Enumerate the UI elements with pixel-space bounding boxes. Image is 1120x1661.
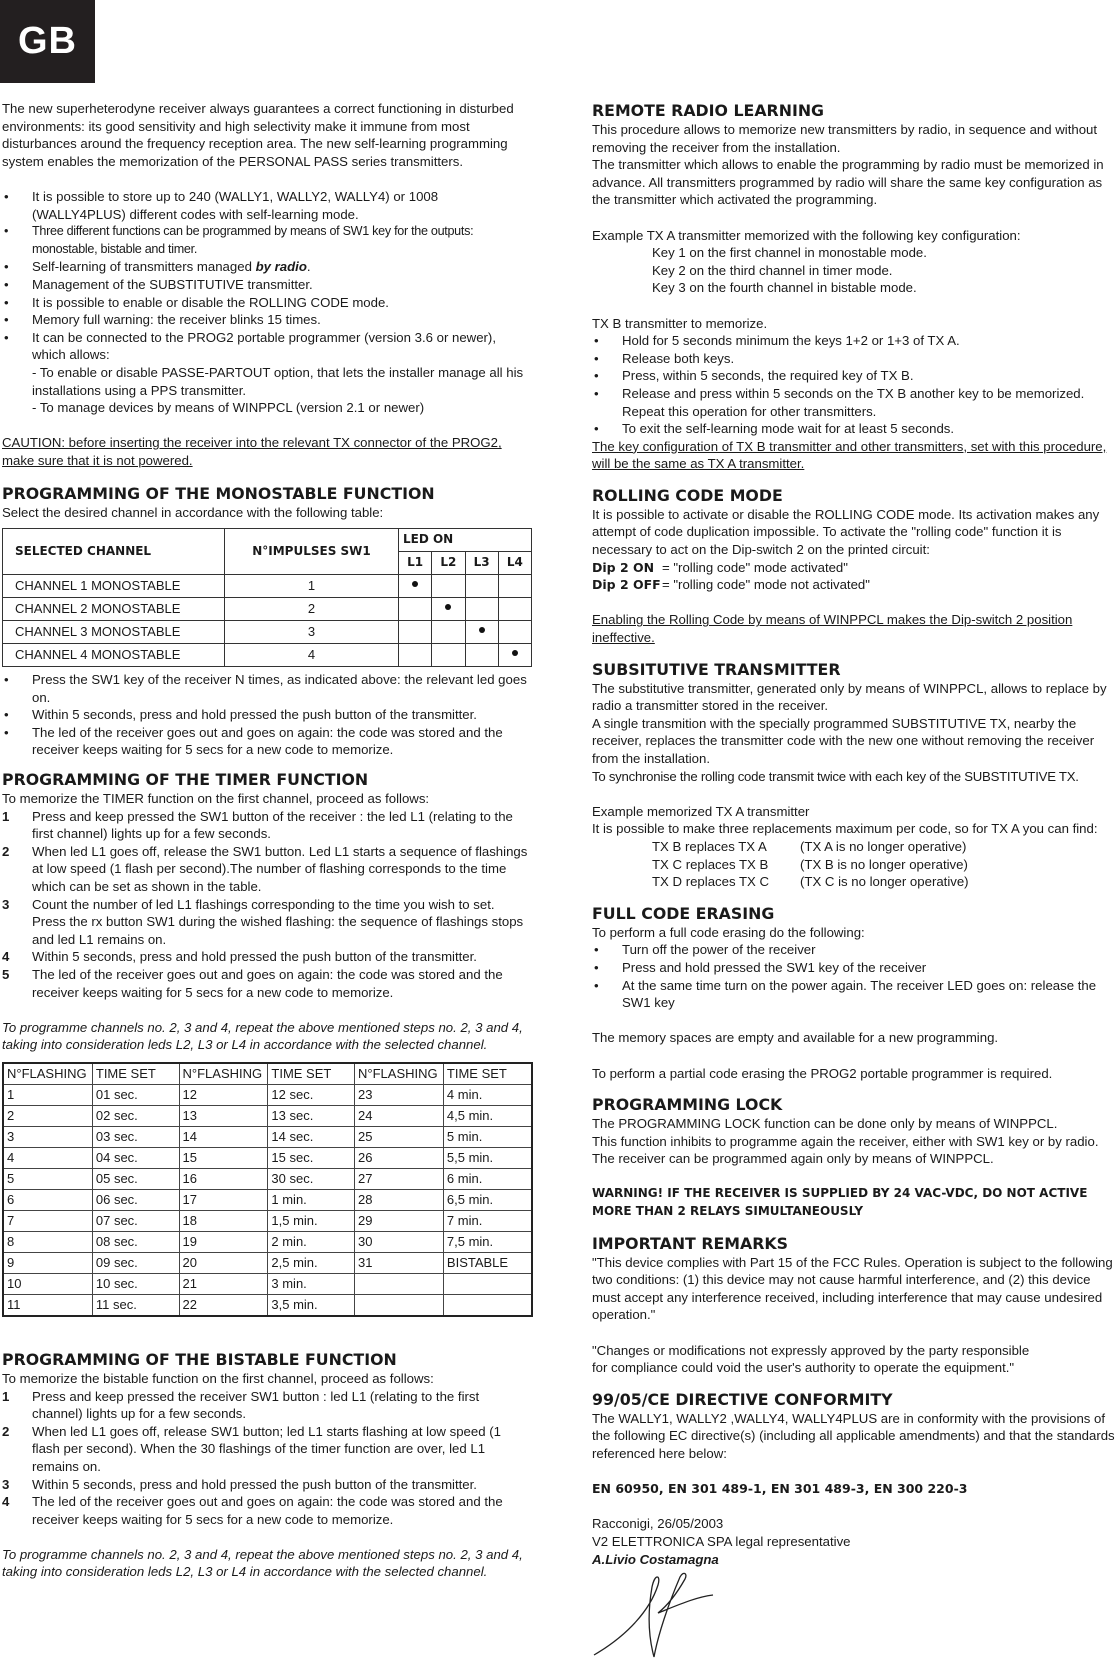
led-header: L3 — [465, 552, 498, 575]
list-item: • To exit the self-learning mode wait for at least 5 seconds. — [592, 420, 1120, 438]
key-config-line: Key 1 on the first channel in monostable mode. — [652, 245, 927, 261]
table-cell: 22 — [179, 1294, 268, 1316]
paragraph: "This device complies with Part 15 of the FCC Rules. Operation is subject to the following two conditions: (1) this device may not cause harmful interference, and (2) this device must accept any interference received, including interference that may cause undesired operation." — [592, 1254, 1113, 1323]
table-cell: 7 min. — [443, 1210, 532, 1231]
column-header: N°FLASHING — [179, 1063, 268, 1085]
table-row — [3, 598, 532, 621]
timer-note: To programme channels no. 2, 3 and 4, repeat the above mentioned steps no. 2, 3 and 4, taking into consideration leds L2, L3 or L4 in accordance with the selected channel. — [2, 1019, 523, 1053]
led-cell — [399, 621, 432, 644]
table-cell: 25 — [355, 1126, 444, 1147]
table-cell: 20 — [179, 1252, 268, 1273]
table-cell: 15 sec. — [268, 1147, 355, 1168]
by-radio-emphasis: by radio — [255, 259, 307, 275]
led-on-dot — [412, 581, 418, 587]
table-cell: 05 sec. — [92, 1168, 179, 1189]
table-cell: 30 — [355, 1231, 444, 1252]
timer-heading: PROGRAMMING OF THE TIMER FUNCTION — [2, 770, 369, 790]
table-cell: 19 — [179, 1231, 268, 1252]
table-cell — [443, 1294, 532, 1316]
table-row — [3, 1126, 532, 1147]
intro-paragraph: The new superheterodyne receiver always guarantees a correct functioning in disturbed environments: its good sensitivity and high selectivity make it immune from most disturbances around the frequency reception area. The new self-learning programming system enables the memorization of the PERSONAL PASS series transmitters. — [2, 101, 514, 169]
column-header: TIME SET — [268, 1063, 355, 1085]
paragraph: The substitutive transmitter, generated only by means of WINPPCL, allows to replace by radio a transmitter stored in the receiver. — [592, 680, 1107, 714]
bistable-steps — [2, 1388, 530, 1529]
monostable-intro: Select the desired channel in accordance with the following table: — [2, 505, 384, 521]
table-cell: BISTABLE — [443, 1252, 532, 1273]
table-cell: 10 sec. — [92, 1273, 179, 1294]
table-cell: 16 — [179, 1168, 268, 1189]
radio-note: The key configuration of TX B transmitter and other transmitters, set with this procedure, will be the same as TX A transmitter. — [592, 438, 1107, 472]
table-cell: 8 — [3, 1231, 92, 1252]
led-cell — [399, 598, 432, 621]
led-cell — [465, 575, 498, 598]
rolling-note: Enabling the Rolling Code by means of WINPPCL makes the Dip-switch 2 position ineffective. — [592, 612, 1073, 646]
led-cell — [498, 644, 531, 667]
paragraph: This function inhibits to programme again the receiver, either with SW1 key or by radio. The receiver can be programmed again only by means of WINPPCL. — [592, 1133, 1099, 1167]
column-header: N°FLASHING — [3, 1063, 92, 1085]
paragraph: The memory spaces are empty and available for a new programming. — [592, 1030, 999, 1046]
list-item: 4 Within 5 seconds, press and hold pressed the push button of the transmitter. — [2, 949, 477, 965]
table-cell: 3,5 min. — [268, 1294, 355, 1316]
timer-intro: To memorize the TIMER function on the first channel, proceed as follows: — [2, 791, 430, 807]
column-header: N°IMPULSES SW1 — [225, 529, 399, 575]
list-item: • Release both keys. — [592, 350, 1120, 368]
paragraph: The PROGRAMMING LOCK function can be done only by means of WINPPCL. — [592, 1116, 1058, 1132]
impulses-cell: 2 — [225, 598, 399, 621]
column-header: N°FLASHING — [355, 1063, 444, 1085]
list-item: • Management of the SUBSTITUTIVE transmitter. — [2, 276, 530, 294]
table-cell: 24 — [355, 1105, 444, 1126]
table-cell: 6,5 min. — [443, 1189, 532, 1210]
table-cell: 11 — [3, 1294, 92, 1316]
table-cell: 15 — [179, 1147, 268, 1168]
paragraph: A single transmition with the specially programmed SUBSTITUTIVE TX, nearby the receiver, replaces the transmitter code with the new one without removing the receiver from the installation. — [592, 715, 1095, 766]
table-cell: 2 — [3, 1105, 92, 1126]
led-header: L2 — [432, 552, 465, 575]
channel-cell: CHANNEL 1 MONOSTABLE — [3, 575, 225, 598]
table-cell: 4,5 min. — [443, 1105, 532, 1126]
list-item: 3 Within 5 seconds, press and hold pressed the push button of the transmitter. — [2, 1476, 477, 1492]
replacement-row: TX B replaces TX A (TX A is no longer operative) — [652, 838, 967, 854]
table-cell: 23 — [355, 1084, 444, 1105]
table-cell: 5 min. — [443, 1126, 532, 1147]
monostable-steps — [2, 671, 530, 759]
radio-steps — [592, 332, 1120, 438]
prog2-sub-item: - To enable or disable PASSE-PARTOUT option, that lets the installer manage all his installations using a PPS transmitter. — [32, 364, 524, 398]
list-item: • Press the SW1 key of the receiver N times, as indicated above: the relevant led goes on. — [2, 671, 530, 706]
list-item: 1 Press and keep pressed the SW1 button of the receiver : the led L1 (relating to the first channel) lights up for a few seconds. — [2, 808, 513, 842]
list-item: • Turn off the power of the receiver — [592, 941, 1120, 959]
table-row — [3, 1084, 532, 1105]
table-cell: 3 min. — [268, 1273, 355, 1294]
paragraph: "Changes or modifications not expressly approved by the party responsible — [592, 1342, 1030, 1358]
impulses-cell: 1 — [225, 575, 399, 598]
rolling-code-heading: ROLLING CODE MODE — [592, 485, 783, 505]
led-cell — [498, 575, 531, 598]
company-line: V2 ELETTRONICA SPA legal representative — [592, 1533, 851, 1549]
table-cell: 17 — [179, 1189, 268, 1210]
table-cell: 03 sec. — [92, 1126, 179, 1147]
prog2-sub-item: - To manage devices by means of WINPPCL (version 2.1 or newer) — [32, 400, 425, 416]
language-badge: GB — [0, 0, 95, 83]
list-item: • Three different functions can be programmed by means of SW1 key for the outputs: monostable, bistable and timer. — [2, 223, 530, 258]
table-cell: 09 sec. — [92, 1252, 179, 1273]
table-cell: 5,5 min. — [443, 1147, 532, 1168]
table-row — [3, 1105, 532, 1126]
standards-list: EN 60950, EN 301 489-1, EN 301 489-3, EN 300 220-3 — [592, 1481, 968, 1497]
channel-cell: CHANNEL 4 MONOSTABLE — [3, 644, 225, 667]
signature-scribble — [588, 1565, 718, 1660]
bistable-intro: To memorize the bistable function on the first channel, proceed as follows: — [2, 1370, 434, 1386]
list-item: 1 Press and keep pressed the receiver SW1 button : led L1 (relating to the first channel) lights up for a few seconds. — [2, 1388, 480, 1422]
table-cell: 2,5 min. — [268, 1252, 355, 1273]
led-cell — [465, 644, 498, 667]
table-cell: 21 — [179, 1273, 268, 1294]
table-cell — [355, 1273, 444, 1294]
monostable-table — [2, 528, 532, 667]
replacement-row: TX D replaces TX C (TX C is no longer operative) — [652, 874, 969, 890]
list-item: • The led of the receiver goes out and goes on again: the code was stored and the receiver keeps waiting for 5 secs for a new code to memorize. — [2, 724, 530, 759]
led-cell — [432, 575, 465, 598]
led-cell — [432, 644, 465, 667]
table-cell: 3 — [3, 1126, 92, 1147]
table-row — [3, 1168, 532, 1189]
paragraph: To perform a partial code erasing the PROG2 portable programmer is required. — [592, 1065, 1053, 1081]
timer-table — [2, 1062, 533, 1317]
list-item: • At the same time turn on the power again. The receiver LED goes on: release the SW1 key — [592, 977, 1120, 1012]
impulses-cell: 3 — [225, 621, 399, 644]
table-cell: 5 — [3, 1168, 92, 1189]
list-item: • Hold for 5 seconds minimum the keys 1+2 or 1+3 of TX A. — [592, 332, 1120, 350]
column-header: LED ON — [399, 529, 532, 552]
table-row — [3, 575, 532, 598]
table-cell: 12 sec. — [268, 1084, 355, 1105]
list-item: • Press and hold pressed the SW1 key of the receiver — [592, 959, 1120, 977]
list-item: • It is possible to enable or disable the ROLLING CODE mode. — [2, 294, 530, 312]
table-cell: 08 sec. — [92, 1231, 179, 1252]
erasing-steps — [592, 941, 1120, 1011]
channel-cell: CHANNEL 3 MONOSTABLE — [3, 621, 225, 644]
bistable-heading: PROGRAMMING OF THE BISTABLE FUNCTION — [2, 1349, 397, 1369]
led-header: L1 — [399, 552, 432, 575]
table-cell: 18 — [179, 1210, 268, 1231]
feature-list — [2, 188, 530, 417]
erasing-heading: FULL CODE ERASING — [592, 903, 775, 923]
table-cell: 30 sec. — [268, 1168, 355, 1189]
led-cell — [465, 598, 498, 621]
table-cell: 14 sec. — [268, 1126, 355, 1147]
led-on-dot — [445, 604, 451, 610]
paragraph: for compliance could void the user's authority to operate the equipment." — [592, 1360, 1015, 1376]
table-cell: 13 — [179, 1105, 268, 1126]
table-cell: 31 — [355, 1252, 444, 1273]
list-item: • It can be connected to the PROG2 portable programmer (version 3.6 or newer), which allows: - To enable or disable PASSE-PARTOUT option, that lets the installer manage all his installations using a PPS transmitter. - To manage devices by means of WINPPCL (version 2.1 or newer) — [2, 329, 530, 417]
key-config-line: Key 3 on the fourth channel in bistable mode. — [652, 280, 917, 296]
ce-conformity-heading: 99/05/CE DIRECTIVE CONFORMITY — [592, 1389, 893, 1409]
column-header: TIME SET — [92, 1063, 179, 1085]
table-row — [3, 1231, 532, 1252]
list-item: 2 When led L1 goes off, release the SW1 button. Led L1 starts a sequence of flashings at low speed (1 flash per second).The number of flashing corresponds to the time which can be set as shown in the table. — [2, 843, 528, 894]
table-cell: 13 sec. — [268, 1105, 355, 1126]
table-cell: 27 — [355, 1168, 444, 1189]
table-cell: 1 — [3, 1084, 92, 1105]
table-row — [3, 644, 532, 667]
channel-cell: CHANNEL 2 MONOSTABLE — [3, 598, 225, 621]
left-column — [2, 100, 530, 1581]
table-cell: 04 sec. — [92, 1147, 179, 1168]
radio-learning-heading: REMOTE RADIO LEARNING — [592, 101, 825, 120]
impulses-cell: 4 — [225, 644, 399, 667]
table-cell: 4 — [3, 1147, 92, 1168]
table-cell: 7 — [3, 1210, 92, 1231]
led-cell — [498, 621, 531, 644]
paragraph: To synchronise the rolling code transmit twice with each key of the SUBSTITUTIVE TX. — [592, 768, 1079, 784]
table-cell: 11 sec. — [92, 1294, 179, 1316]
table-cell: 7,5 min. — [443, 1231, 532, 1252]
paragraph: The WALLY1, WALLY2 ,WALLY4, WALLY4PLUS are in conformity with the provisions of the following EC directive(s) (including all applicable amendments) and that the standards referenced here below: — [592, 1410, 1115, 1461]
led-header: L4 — [498, 552, 531, 575]
substitutive-heading: SUBSITUTIVE TRANSMITTER — [592, 659, 841, 679]
table-row — [3, 1210, 532, 1231]
caution-note: CAUTION: before inserting the receiver into the relevant TX connector of the PROG2, make sure that it is not powered. — [2, 435, 502, 468]
table-row — [3, 1147, 532, 1168]
paragraph: The transmitter which allows to enable the programming by radio must be memorized in advance. All transmitters programmed by radio will share the same key configuration as the transmitter which activated the programming. — [592, 157, 1104, 208]
paragraph: It is possible to make three replacements maximum per code, so for TX A you can find: — [592, 821, 1098, 837]
signer-name: A.Livio Costamagna — [592, 1551, 719, 1567]
place-date: Racconigi, 26/05/2003 — [592, 1516, 724, 1532]
paragraph: This procedure allows to memorize new transmitters by radio, in sequence and without removing the receiver from the installation. — [592, 122, 1098, 155]
table-row — [3, 621, 532, 644]
column-header: SELECTED CHANNEL — [3, 529, 225, 575]
table-cell: 6 min. — [443, 1168, 532, 1189]
key-config-line: Key 2 on the third channel in timer mode. — [652, 262, 893, 278]
list-item: 4 The led of the receiver goes out and goes on again: the code was stored and the receiver keeps waiting for 5 secs for a new code to memorize. — [2, 1494, 503, 1527]
table-cell: 06 sec. — [92, 1189, 179, 1210]
led-cell — [465, 621, 498, 644]
table-row — [3, 1294, 532, 1316]
list-item: • Press, within 5 seconds, the required key of TX B. — [592, 367, 1120, 385]
timer-steps — [2, 808, 530, 1002]
table-cell: 02 sec. — [92, 1105, 179, 1126]
list-item: • Within 5 seconds, press and hold pressed the push button of the transmitter. — [2, 706, 530, 724]
led-cell — [498, 598, 531, 621]
table-cell: 2 min. — [268, 1231, 355, 1252]
table-cell: 4 min. — [443, 1084, 532, 1105]
table-cell: 6 — [3, 1189, 92, 1210]
list-item: • It is possible to store up to 240 (WALLY1, WALLY2, WALLY4) or 1008 (WALLY4PLUS) different codes with self-learning mode. — [2, 188, 530, 223]
led-on-dot — [512, 650, 518, 656]
table-cell: 10 — [3, 1273, 92, 1294]
table-cell: 29 — [355, 1210, 444, 1231]
list-item: • Self-learning of transmitters managed by radio. — [2, 258, 530, 276]
table-cell — [355, 1294, 444, 1316]
list-item: • Release and press within 5 seconds on the TX B another key to be memorized. Repeat this operation for other transmitters. — [592, 385, 1120, 420]
table-cell: 1,5 min. — [268, 1210, 355, 1231]
paragraph: Example memorized TX A transmitter — [592, 803, 810, 819]
led-cell — [399, 575, 432, 598]
table-row — [3, 1189, 532, 1210]
list-item: 2 When led L1 goes off, release SW1 button; led L1 starts flashing at low speed (1 flash per second). When the 30 flashings of the timer function are over, led L1 remains on. — [2, 1423, 501, 1474]
monostable-heading: PROGRAMMING OF THE MONOSTABLE FUNCTION — [2, 484, 435, 504]
table-cell: 12 — [179, 1084, 268, 1105]
led-cell — [432, 598, 465, 621]
remarks-heading: IMPORTANT REMARKS — [592, 1233, 789, 1253]
paragraph: TX B transmitter to memorize. — [592, 315, 768, 331]
bistable-note: To programme channels no. 2, 3 and 4, repeat the above mentioned steps no. 2, 3 and 4, taking into consideration leds L2, L3 or L4 in accordance with the selected channel. — [2, 1546, 523, 1580]
table-cell: 01 sec. — [92, 1084, 179, 1105]
table-header-row — [3, 1063, 532, 1085]
column-header: TIME SET — [443, 1063, 532, 1085]
list-item: 3 Count the number of led L1 flashings corresponding to the time you wish to set. Press the rx button SW1 during the wished flashing: the sequence of flashings stops and led L1 remains on. — [2, 896, 524, 947]
replacement-row: TX C replaces TX B (TX B is no longer operative) — [652, 856, 968, 872]
dip-switch-row: Dip 2 ON = "rolling code" mode activated" — [592, 559, 848, 575]
table-row — [3, 1252, 532, 1273]
paragraph: It is possible to activate or disable the ROLLING CODE mode. Its activation makes any attempt of code duplication impossible. To activate the "rolling code" function it is necessary to act on the Dip-switch 2 on the printed circuit: — [592, 506, 1100, 558]
right-column — [592, 100, 1120, 1568]
list-item: 5 The led of the receiver goes out and goes on again: the code was stored and the receiver keeps waiting for 5 secs for a new code to memorize. — [2, 966, 503, 1000]
dip-switch-row: Dip 2 OFF = "rolling code" mode not activated" — [592, 577, 870, 593]
table-cell — [443, 1273, 532, 1294]
programming-lock-heading: PROGRAMMING LOCK — [592, 1095, 783, 1115]
table-cell: 28 — [355, 1189, 444, 1210]
table-cell: 26 — [355, 1147, 444, 1168]
table-cell: 9 — [3, 1252, 92, 1273]
table-cell: 07 sec. — [92, 1210, 179, 1231]
paragraph: Example TX A transmitter memorized with the following key configuration: — [592, 227, 1021, 243]
led-on-dot — [479, 627, 485, 633]
table-cell: 1 min. — [268, 1189, 355, 1210]
relay-warning: WARNING! IF THE RECEIVER IS SUPPLIED BY 24 VAC-VDC, DO NOT ACTIVE MORE THAN 2 RELAYS SIMULTANEOUSLY — [592, 1186, 1088, 1219]
table-row — [3, 1273, 532, 1294]
led-cell — [432, 621, 465, 644]
paragraph: To perform a full code erasing do the following: — [592, 924, 865, 940]
led-cell — [399, 644, 432, 667]
table-cell: 14 — [179, 1126, 268, 1147]
list-item: • Memory full warning: the receiver blinks 15 times. — [2, 311, 530, 329]
